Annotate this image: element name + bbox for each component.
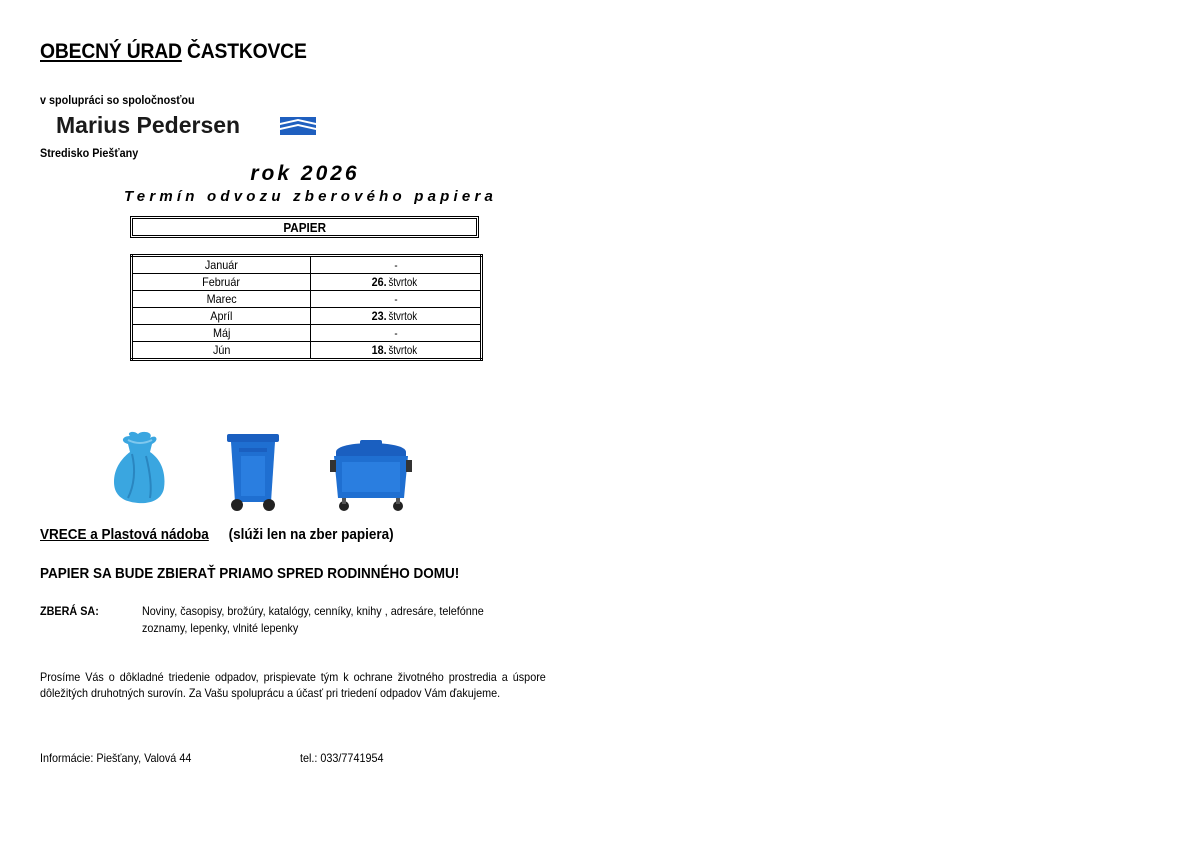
title-village: ČASTKOVCE <box>181 40 307 63</box>
footer-info: Informácie: Piešťany, Valová 44 <box>40 751 192 765</box>
weekday-label: - <box>393 326 398 340</box>
footer-phone: tel.: 033/7741954 <box>300 751 384 765</box>
papier-label: PAPIER <box>283 220 326 235</box>
day-number: 23. <box>372 309 388 323</box>
date-cell <box>311 291 482 308</box>
collected-label: ZBERÁ SA: <box>40 604 99 618</box>
blue-bag-icon <box>110 430 168 504</box>
collection-notice: PAPIER SA BUDE ZBIERAŤ PRIAMO SPRED RODINNÉHO DOMU! <box>40 565 460 582</box>
table-row <box>132 274 482 291</box>
month-cell <box>132 342 311 360</box>
weekday-label: štvrtok <box>388 343 418 357</box>
month-label: Február <box>202 275 241 289</box>
request-paragraph: Prosíme Vás o dôkladné triedenie odpadov, prispievate tým k ochrane životného prostredia a úspore dôležitých druhotných surovín. Za Vašu spoluprácu a účasť pri triedení odpadov Vám ďakujeme. <box>40 670 546 700</box>
title-office: OBECNÝ ÚRAD <box>40 40 182 63</box>
month-cell <box>132 325 311 342</box>
month-label: Máj <box>212 326 231 340</box>
weekday-label: štvrtok <box>388 275 418 289</box>
month-cell <box>132 291 311 308</box>
papier-label-box <box>130 216 479 238</box>
month-label: Marec <box>206 292 237 306</box>
month-label: Jún <box>212 343 231 357</box>
date-cell <box>311 308 482 325</box>
table-row <box>132 308 482 325</box>
branch-name: Stredisko Piešťany <box>40 146 139 160</box>
schedule-subtitle: Termín odvozu zberového papiera <box>124 188 498 205</box>
collected-items: Noviny, časopisy, brožúry, katalógy, cenníky, knihy , adresáre, telefónne zoznamy, lepenky, vlnité lepenky <box>142 604 484 635</box>
container-note: (slúži len na zber papiera) <box>228 526 394 543</box>
table-row <box>132 342 482 360</box>
month-cell <box>132 274 311 291</box>
page-title <box>40 40 307 64</box>
table-row <box>132 256 482 274</box>
month-cell <box>132 256 311 274</box>
schedule-table <box>130 254 483 361</box>
month-cell <box>132 308 311 325</box>
month-label: Apríl <box>210 309 233 323</box>
blue-large-container-icon <box>330 434 412 516</box>
blue-wheelie-bin-icon <box>225 432 281 512</box>
weekday-label: štvrtok <box>388 309 418 323</box>
day-number: 26. <box>372 275 388 289</box>
container-caption <box>40 526 394 543</box>
month-label: Január <box>204 258 239 272</box>
weekday-label: - <box>393 292 398 306</box>
company-name: Marius Pedersen <box>56 112 241 138</box>
date-cell <box>311 256 482 274</box>
table-row <box>132 291 482 308</box>
year-heading: rok 2026 <box>250 162 360 185</box>
date-cell <box>311 274 482 291</box>
table-row <box>132 325 482 342</box>
weekday-label: - <box>393 258 398 272</box>
day-number: 18. <box>372 343 388 357</box>
date-cell <box>311 342 482 360</box>
company-logo-icon <box>280 117 316 135</box>
date-cell <box>311 325 482 342</box>
cooperation-text: v spolupráci so spoločnosťou <box>40 93 195 107</box>
container-label: VRECE a Plastová nádoba <box>40 526 209 543</box>
